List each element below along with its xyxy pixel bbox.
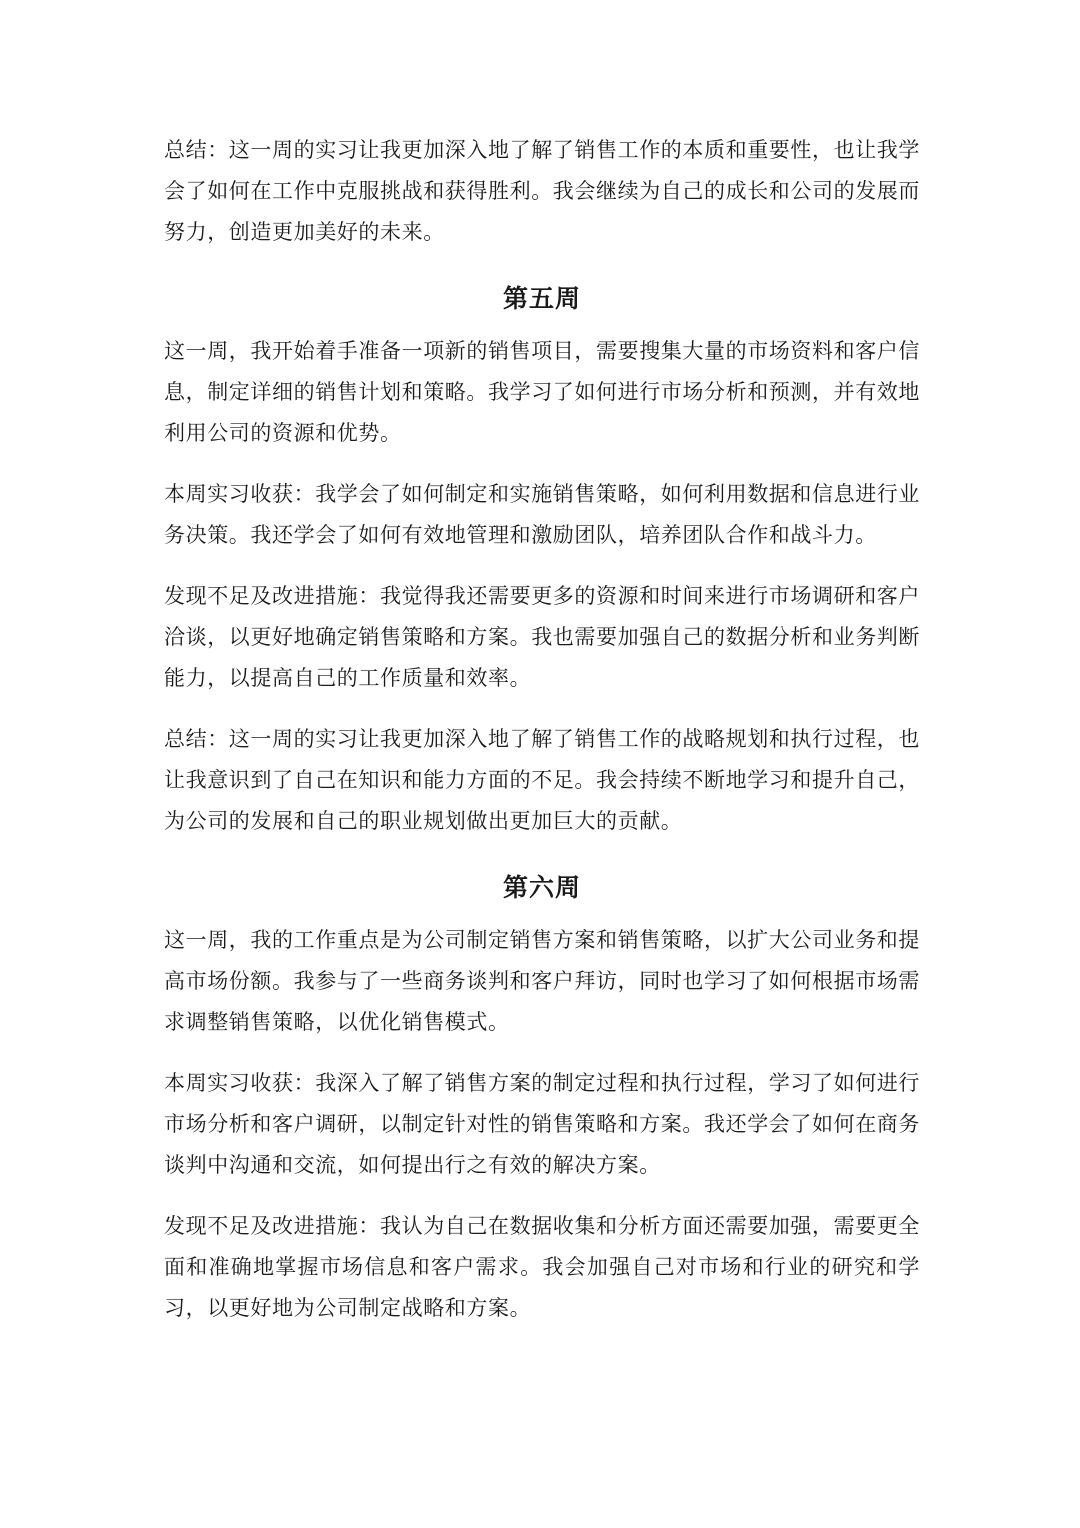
week5-gains-paragraph: 本周实习收获：我学会了如何制定和实施销售策略，如何利用数据和信息进行业务决策。我还学会了如何有效地管理和激励团队，培养团队合作和战斗力。: [164, 482, 920, 547]
document-page: [164, 130, 920, 1349]
week6-heading: 第六周: [502, 873, 581, 902]
week6-gains-paragraph: 本周实习收获：我深入了解了销售方案的制定过程和执行过程，学习了如何进行市场分析和客户调研，以制定针对性的销售策略和方案。我还学会了如何在商务谈判中沟通和交流，如何提出行之有效的解决方案。: [164, 1071, 920, 1177]
week6-improvements-paragraph: 发现不足及改进措施：我认为自己在数据收集和分析方面还需要加强，需要更全面和准确地掌握市场信息和客户需求。我会加强自己对市场和行业的研究和学习，以更好地为公司制定战略和方案。: [164, 1214, 920, 1320]
week4-summary-paragraph: 总结：这一周的实习让我更加深入地了解了销售工作的本质和重要性，也让我学会了如何在工作中克服挑战和获得胜利。我会继续为自己的成长和公司的发展而努力，创造更加美好的未来。: [164, 138, 920, 244]
week5-intro-paragraph: 这一周，我开始着手准备一项新的销售项目，需要搜集大量的市场资料和客户信息，制定详细的销售计划和策略。我学习了如何进行市场分析和预测，并有效地利用公司的资源和优势。: [164, 339, 920, 445]
week6-intro-paragraph: 这一周，我的工作重点是为公司制定销售方案和销售策略，以扩大公司业务和提高市场份额。我参与了一些商务谈判和客户拜访，同时也学习了如何根据市场需求调整销售策略，以优化销售模式。: [164, 928, 920, 1034]
week5-summary-paragraph: 总结：这一周的实习让我更加深入地了解了销售工作的战略规划和执行过程，也让我意识到了自己在知识和能力方面的不足。我会持续不断地学习和提升自己，为公司的发展和自己的职业规划做出更加巨大的贡献。: [164, 727, 920, 833]
week5-improvements-paragraph: 发现不足及改进措施：我觉得我还需要更多的资源和时间来进行市场调研和客户洽谈，以更好地确定销售策略和方案。我也需要加强自己的数据分析和业务判断能力，以提高自己的工作质量和效率。: [164, 584, 920, 690]
week5-heading: 第五周: [502, 284, 581, 313]
